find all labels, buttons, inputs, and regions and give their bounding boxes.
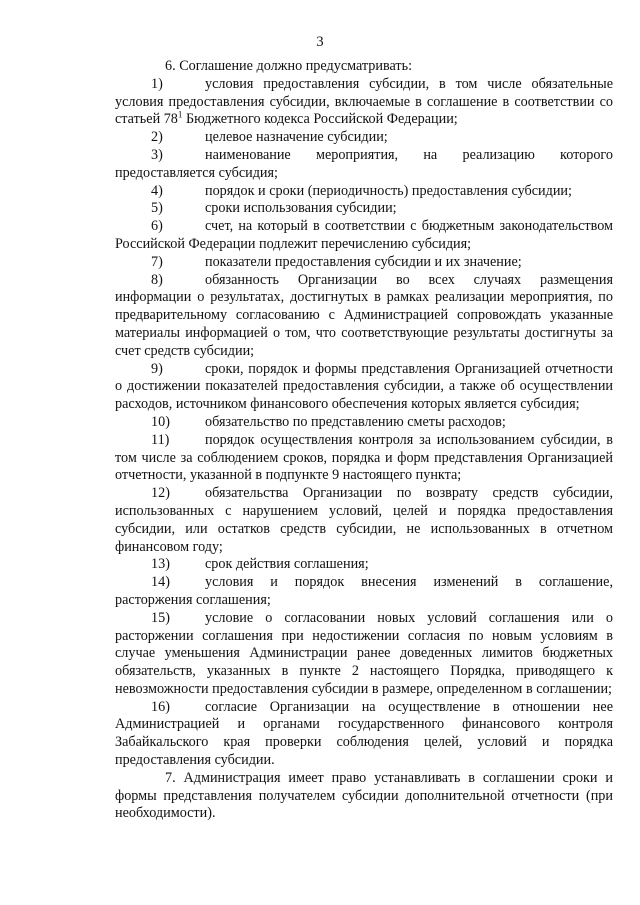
page-number: 3 [316, 34, 324, 50]
section-7: 7. Администрация имеет право устанавливать в соглашении сроки и формы представления получателем субсидии дополнительной отчетности (при необходимости). [115, 769, 613, 822]
item-text: условия предоставления субсидии, в том числе обязательные условия предоставления субсидии, включаемые в соглашение в соответствии со статьей 78 [115, 75, 613, 128]
item-text: обязанность Организации во всех случаях размещения информации о результатах, достигнутых в рамках реализации мероприятия, по предварительному согласованию с Администрацией сопровождать указанные материалы информацией о том, что соответствующие результаты достигнуты за счет средств субсидии; [115, 271, 613, 359]
list-item [115, 200, 613, 218]
item-number: 15) [151, 609, 170, 626]
list-item [115, 76, 613, 129]
item-number: 12) [151, 485, 170, 502]
item-text: обязательство по представлению сметы расходов; [205, 413, 506, 430]
item-text: целевое назначение субсидии; [205, 129, 388, 146]
article-superscript: 1 [177, 109, 183, 120]
item-number: 9) [151, 360, 163, 377]
item-text: порядок осуществления контроля за использованием субсидии, в том числе за соблюдением сроков, порядка и форм представления Организацией отчетности, указанной в подпункте 9 настоящего пункта; [115, 431, 613, 484]
item-text: условие о согласовании новых условий соглашения или о расторжении соглашения при недостижении согласия по новым условиям в случае уменьшения Администрации ранее доведенных лимитов бюджетных обязательств, указанных в пункте 2 настоящего Порядка, приводящего к невозможности предоставления субсидии в размере, определенном в соглашении; [115, 609, 613, 697]
item-text: согласие Организации на осуществление в отношении нее Администрацией и органами государственного финансового контроля Забайкальского края проверки соблюдения целей, условий и порядка предоставления субсидии. [115, 698, 613, 769]
item-text-continued: Бюджетного кодекса Российской Федерации; [182, 111, 458, 128]
item-number: 2) [151, 129, 163, 146]
item-number: 10) [151, 413, 170, 430]
item-number: 3) [151, 146, 163, 163]
item-text: показатели предоставления субсидии и их значение; [205, 253, 522, 270]
list-item [115, 699, 613, 770]
item-number: 6) [151, 218, 163, 235]
item-number: 8) [151, 271, 163, 288]
list-item [115, 129, 613, 147]
list-item [115, 432, 613, 485]
item-text: срок действия соглашения; [205, 556, 369, 573]
item-text: счет, на который в соответствии с бюджетным законодательством Российской Федерации подлежит перечислению субсидия; [115, 218, 613, 252]
item-text: обязательства Организации по возврату средств субсидии, использованных с нарушением условий, целей и порядка предоставления субсидии, или остатков средств субсидии, не использованных в отчетном финансовом году; [115, 485, 613, 555]
item-number: 7) [151, 253, 163, 270]
list-item [115, 218, 613, 254]
list-item [115, 610, 613, 699]
item-text: условия и порядок внесения изменений в соглашение, расторжения соглашения; [115, 574, 613, 608]
list-item [115, 272, 613, 361]
item-number: 1) [151, 75, 163, 92]
list-item [115, 254, 613, 272]
item-number: 11) [151, 431, 170, 448]
item-text: сроки, порядок и формы представления Организацией отчетности о достижении показателей предоставления субсидии, а также об осуществлении расходов, источником финансового обеспечения которых является субсидия; [115, 360, 613, 413]
item-text: сроки использования субсидии; [205, 200, 397, 217]
item-number: 14) [151, 574, 170, 591]
list-item [115, 556, 613, 574]
item-number: 5) [151, 200, 163, 217]
list-item [115, 183, 613, 201]
item-text: наименование мероприятия, на реализацию которого предоставляется субсидия; [115, 146, 613, 181]
item-number: 16) [151, 698, 170, 715]
item-number: 4) [151, 182, 163, 199]
item-number: 13) [151, 556, 170, 573]
list-item [115, 574, 613, 610]
list-item [115, 485, 613, 556]
item-text: порядок и сроки (периодичность) предоставления субсидии; [205, 182, 572, 199]
list-item [115, 414, 613, 432]
list-item [115, 361, 613, 414]
document-body [115, 58, 613, 823]
section-6-intro: 6. Соглашение должно предусматривать: [165, 58, 413, 74]
list-item [115, 147, 613, 183]
